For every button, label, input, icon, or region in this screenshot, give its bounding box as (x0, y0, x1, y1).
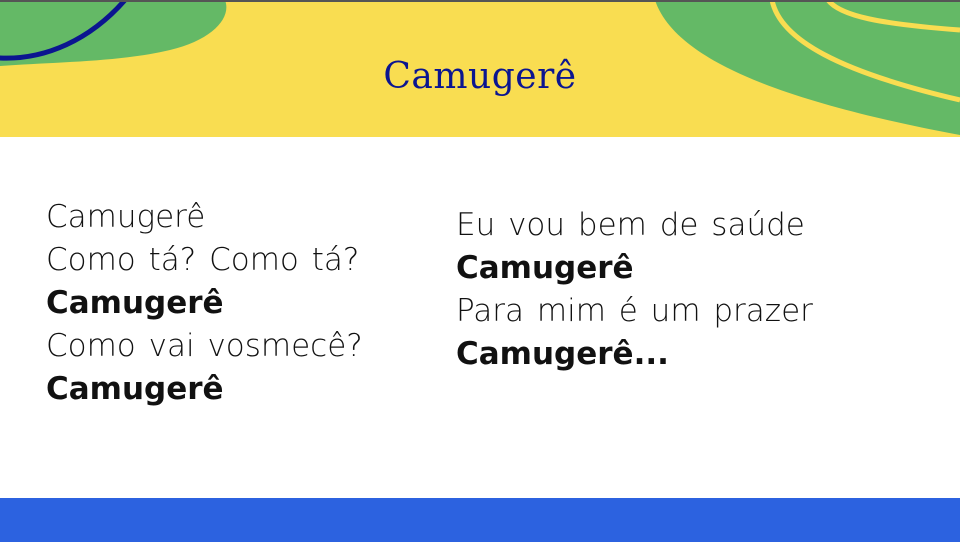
bottom-bar (0, 498, 960, 542)
lyric-line: Para mim é um prazer (456, 293, 813, 329)
lyric-line-bold: Camugerê (456, 250, 634, 286)
lyric-line: Eu vou bem de saúde (456, 207, 805, 243)
top-rule (0, 0, 960, 2)
right-lyrics-column (456, 204, 813, 376)
left-lyrics-column (46, 196, 363, 411)
top-banner (0, 0, 960, 137)
slide-title: Camugerê (383, 56, 577, 97)
lyric-line: Como tá? Como tá? (46, 242, 360, 278)
lyric-line-bold: Camugerê (46, 285, 224, 321)
lyric-line: Como vai vosmecê? (46, 328, 363, 364)
lyric-line-bold: Camugerê (46, 371, 224, 407)
lyric-line-bold: Camugerê... (456, 336, 669, 372)
lyric-line: Camugerê (46, 199, 206, 235)
